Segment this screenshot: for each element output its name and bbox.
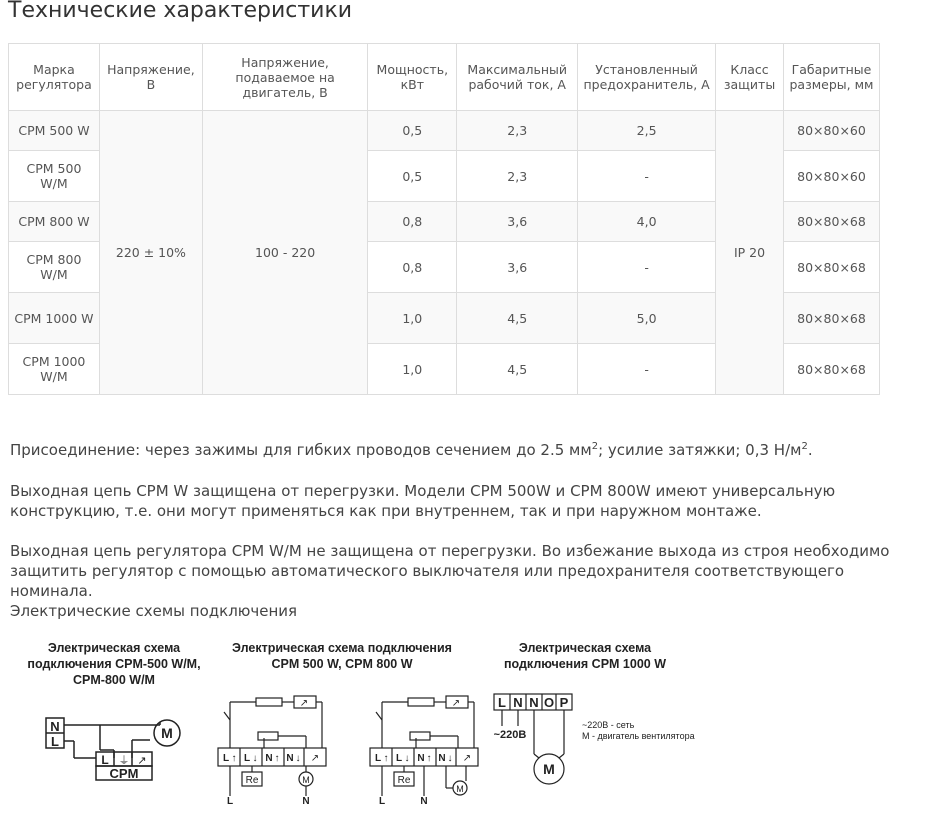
arrow-down-icon: ↓ bbox=[252, 753, 258, 764]
bottom-n-label: N bbox=[420, 796, 428, 806]
terminal-label: N bbox=[286, 753, 294, 764]
wiring-diagram-cpm-500-800-w-alt bbox=[366, 688, 482, 806]
cell-protection: IP 20 bbox=[716, 111, 784, 395]
cpm-label: CPM bbox=[109, 766, 139, 781]
connection-paragraph bbox=[10, 440, 910, 460]
cell-fuse: - bbox=[578, 242, 716, 293]
cell-current: 2,3 bbox=[457, 151, 578, 202]
terminal-label: N bbox=[513, 695, 523, 710]
motor-icon: M bbox=[302, 775, 310, 785]
cell-size: 80×80×60 bbox=[783, 111, 879, 151]
cell-current: 2,3 bbox=[457, 111, 578, 151]
cell-model: CPM 1000 W bbox=[9, 293, 100, 344]
th-size: Габаритные размеры, мм bbox=[783, 44, 879, 111]
th-model: Марка регулятора bbox=[9, 44, 100, 111]
motor-icon: M bbox=[543, 761, 555, 777]
cell-power: 1,0 bbox=[368, 293, 457, 344]
spec-table bbox=[8, 43, 880, 395]
terminal-label: L bbox=[243, 753, 251, 764]
cell-model: CPM 1000 W/M bbox=[9, 344, 100, 395]
regulator-icon: ↗ bbox=[310, 753, 320, 764]
voltage-label: ~220В bbox=[493, 729, 527, 741]
connection-text-b: ; усилие затяжки; 0,3 Н/м bbox=[598, 441, 802, 459]
table-header-row bbox=[9, 44, 880, 111]
cell-size: 80×80×60 bbox=[783, 151, 879, 202]
page-title: Технические характеристики bbox=[8, 0, 353, 23]
cell-fuse: 4,0 bbox=[578, 202, 716, 242]
table-row bbox=[9, 111, 880, 151]
terminal-l-label: L bbox=[51, 734, 59, 749]
arrow-up-icon: ↑ bbox=[426, 753, 432, 764]
th-current: Максимальный рабочий ток, А bbox=[457, 44, 578, 111]
th-fuse: Установленный предохранитель, А bbox=[578, 44, 716, 111]
cell-power: 0,5 bbox=[368, 111, 457, 151]
regulator-icon: ↗ bbox=[137, 755, 147, 767]
cell-power: 0,8 bbox=[368, 202, 457, 242]
cell-voltage: 220 ± 10% bbox=[99, 111, 202, 395]
cell-model: CPM 500 W bbox=[9, 111, 100, 151]
relay-label: Re bbox=[245, 775, 259, 786]
bottom-l-label: L bbox=[378, 796, 386, 806]
terminal-label: L bbox=[374, 753, 382, 764]
cell-current: 3,6 bbox=[457, 202, 578, 242]
overload-paragraph-wm: Выходная цепь регулятора CPM W/M не защищена от перегрузки. Во избежание выхода из строя необходимо защитить регулятор с помощью автоматического выключателя или предохранителя соответствующего номинала. bbox=[10, 542, 890, 600]
wiring-diagram-cpm-500-800-w bbox=[214, 688, 330, 806]
terminal-label: N bbox=[417, 753, 425, 764]
cell-current: 3,6 bbox=[457, 242, 578, 293]
diagram-2-title: Электрическая схема подключения CPM 500 W, CPM 800 W bbox=[232, 641, 452, 671]
motor-icon: M bbox=[161, 725, 173, 741]
connection-text-a: Присоединение: через зажимы для гибких проводов сечением до 2.5 мм bbox=[10, 441, 592, 459]
regulator-icon: ↗ bbox=[451, 698, 461, 709]
arrow-down-icon: ↓ bbox=[404, 753, 410, 764]
terminal-l2-label: L bbox=[101, 753, 109, 767]
cell-current: 4,5 bbox=[457, 293, 578, 344]
cell-model: CPM 800 W/M bbox=[9, 242, 100, 293]
overload-paragraph-w: Выходная цепь CPM W защищена от перегрузки. Модели CPM 500W и CPM 800W имеют универсальную конструкцию, т.е. они могут применяться как при внутреннем, так и при наружном монтаже. bbox=[10, 482, 836, 520]
terminal-n-label: N bbox=[50, 719, 60, 734]
cell-power: 1,0 bbox=[368, 344, 457, 395]
terminal-label: N bbox=[529, 695, 539, 710]
ground-icon: ⏚ bbox=[118, 755, 130, 767]
cell-model: CPM 800 W bbox=[9, 202, 100, 242]
superscript: 2 bbox=[591, 441, 599, 452]
cell-model: CPM 500 W/M bbox=[9, 151, 100, 202]
diagram-1-title: Электрическая схема подключения CPM-500 W/M, CPM-800 W/M bbox=[27, 641, 201, 687]
arrow-down-icon: ↓ bbox=[447, 753, 453, 764]
terminal-label: P bbox=[559, 695, 569, 710]
cell-size: 80×80×68 bbox=[783, 293, 879, 344]
motor-icon: M bbox=[456, 784, 464, 794]
cell-current: 4,5 bbox=[457, 344, 578, 395]
arrow-up-icon: ↑ bbox=[383, 753, 389, 764]
arrow-up-icon: ↑ bbox=[231, 753, 237, 764]
cell-motor-voltage: 100 - 220 bbox=[202, 111, 367, 395]
terminal-label: O bbox=[543, 695, 555, 710]
cell-size: 80×80×68 bbox=[783, 242, 879, 293]
terminal-label: N bbox=[265, 753, 273, 764]
wiring-diagram-cpm-1000-w bbox=[490, 690, 720, 790]
terminal-label: L bbox=[222, 753, 230, 764]
th-voltage: Напряжение, В bbox=[99, 44, 202, 111]
bottom-n-label: N bbox=[302, 796, 310, 806]
schemes-heading: Электрические схемы подключения bbox=[10, 602, 298, 620]
cell-size: 80×80×68 bbox=[783, 202, 879, 242]
th-power: Мощность, кВт bbox=[368, 44, 457, 111]
relay-label: Re bbox=[397, 775, 411, 786]
cell-fuse: 5,0 bbox=[578, 293, 716, 344]
wiring-diagram-cpm-wm bbox=[40, 712, 190, 784]
cell-fuse: - bbox=[578, 151, 716, 202]
terminal-label: L bbox=[395, 753, 403, 764]
cell-fuse: 2,5 bbox=[578, 111, 716, 151]
legend-network: ~220В - сеть bbox=[582, 720, 635, 730]
arrow-down-icon: ↓ bbox=[295, 753, 301, 764]
bottom-l-label: L bbox=[226, 796, 234, 806]
terminal-label: N bbox=[438, 753, 446, 764]
diagram-3-title: Электрическая схема подключения CPM 1000 W bbox=[503, 641, 667, 671]
cell-fuse: - bbox=[578, 344, 716, 395]
cell-power: 0,8 bbox=[368, 242, 457, 293]
terminal-label: L bbox=[498, 695, 506, 710]
arrow-up-icon: ↑ bbox=[274, 753, 280, 764]
connection-text-end: . bbox=[807, 441, 813, 459]
cell-power: 0,5 bbox=[368, 151, 457, 202]
superscript: 2 bbox=[801, 441, 808, 452]
th-protection: Класс защиты bbox=[716, 44, 784, 111]
regulator-icon: ↗ bbox=[299, 698, 309, 709]
legend-motor: М - двигатель вентилятора bbox=[582, 731, 695, 741]
th-motor-voltage: Напряжение, подаваемое на двигатель, В bbox=[202, 44, 367, 111]
cell-size: 80×80×68 bbox=[783, 344, 879, 395]
regulator-icon: ↗ bbox=[462, 753, 472, 764]
